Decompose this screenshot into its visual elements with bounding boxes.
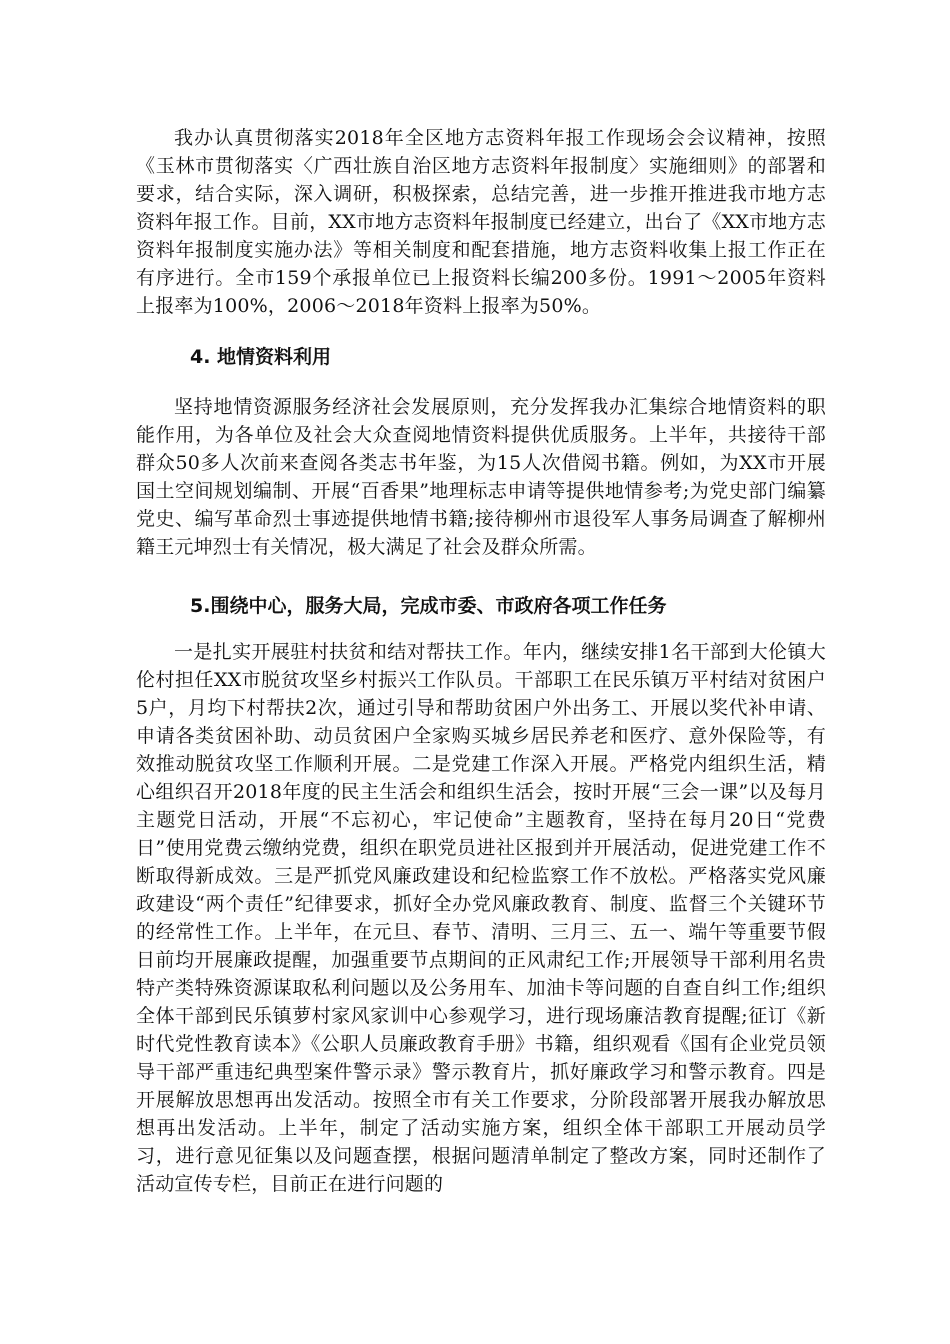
body-paragraph-yearbook-report: 我办认真贯彻落实2018年全区地方志资料年报工作现场会会议精神，按照《玉林市贯彻落实〈广西壮族自治区地方志资料年报制度〉实施细则》的部署和要求，结合实际，深入调研，积极探索，总结完善，进一步推开推进我市地方志资料年报工作。目前，XX市地方志资料年报制度已经建立，出台了《XX市地方志资料年报制度实施办法》等相关制度和配套措施，地方志资料收集上报工作正在有序进行。全市159个承报单位已上报资料长编200多份。1991～2005年资料上报率为100%，2006～2018年资料上报率为50%。 bbox=[136, 127, 826, 317]
body-paragraph-central-tasks: 一是扎实开展驻村扶贫和结对帮扶工作。年内，继续安排1名干部到大伦镇大伦村担任XX市脱贫攻坚乡村振兴工作队员。干部职工在民乐镇万平村结对贫困户5户，月均下村帮扶2次，通过引导和帮助贫困户外出务工、开展以奖代补申请、申请各类贫困补助、动员贫困户全家购买城乡居民养老和医疗、意外保险等，有效推动脱贫攻坚工作顺利开展。二是党建工作深入开展。严格党内组织生活，精心组织召开2018年度的民主生活会和组织生活会，按时开展“三会一课”以及每月主题党日活动，开展“不忘初心，牢记使命”主题教育，坚持在每月20日“党费日”使用党费云缴纳党费，组织在职党员进社区报到并开展活动，促进党建工作不断取得新成效。三是严抓党风廉政建设和纪检监察工作不放松。严格落实党风廉政建设“两个责任”纪律要求，抓好全办党风廉政教育、制度、监督三个关键环节的经常性工作。上半年，在元旦、春节、清明、三月三、五一、端午等重要节假日前均开展廉政提醒，加强重要节点期间的正风肃纪工作;开展领导干部利用名贵特产类特殊资源谋取私利问题以及公务用车、加油卡等问题的自查自纠工作;组织全体干部到民乐镇萝村家风家训中心参观学习，进行现场廉洁教育提醒;征订《新时代党性教育读本》《公职人员廉政教育手册》书籍，组织观看《国有企业党员领导干部严重违纪典型案件警示录》警示教育片，抓好廉政学习和警示教育。四是开展解放思想再出发活动。按照全市有关工作要求，分阶段部署开展我办解放思想再出发活动。上半年，制定了活动实施方案，组织全体干部职工开展动员学习，进行意见征集以及问题查摆，根据问题清单制定了整改方案，同时还制作了活动宣传专栏，目前正在进行问题的 bbox=[136, 641, 826, 1195]
section-heading-5: 5.围绕中心，服务大局，完成市委、市政府各项工作任务 bbox=[190, 595, 667, 617]
body-paragraph-local-info-use: 坚持地情资源服务经济社会发展原则，充分发挥我办汇集综合地情资料的职能作用，为各单位及社会大众查阅地情资料提供优质服务。上半年，共接待干部群众50多人次前来查阅各类志书年鉴，为15人次借阅书籍。例如，为XX市开展国土空间规划编制、开展“百香果”地理标志申请等提供地情参考;为党史部门编纂党史、编写革命烈士事迹提供地情书籍;接待柳州市退役军人事务局调查了解柳州籍王元坤烈士有关情况，极大满足了社会及群众所需。 bbox=[136, 396, 826, 558]
section-heading-4: 4. 地情资料利用 bbox=[190, 346, 332, 368]
